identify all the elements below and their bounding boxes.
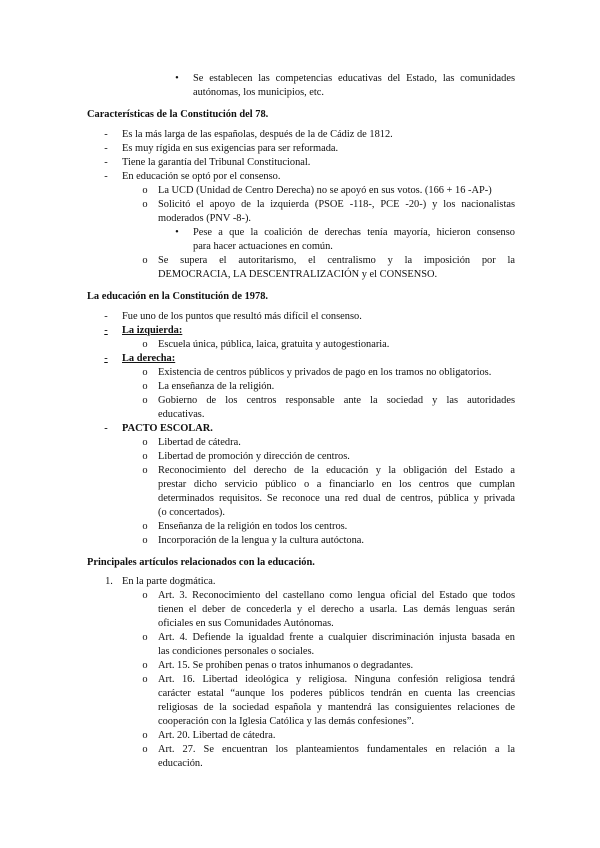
bullet-item-text: para hacer actuaciones en común. <box>193 241 333 252</box>
list-item-label: La izquierda: <box>122 325 183 336</box>
sub-item-text: (o concertados). <box>158 507 225 518</box>
circle-marker: o <box>142 199 148 210</box>
circle-marker: o <box>142 590 148 601</box>
sub-item-text: Art. 20. Libertad de cátedra. <box>158 730 276 741</box>
sub-item-text: DEMOCRACIA, LA DESCENTRALIZACIÓN y el CONSENSO. <box>158 269 438 280</box>
circle-marker: o <box>142 185 148 196</box>
sub-item-text: Libertad de cátedra. <box>158 437 241 448</box>
sub-item-text: Escuela única, pública, laica, gratuita y autogestionaria. <box>158 339 390 350</box>
circle-marker: o <box>142 367 148 378</box>
section-heading: La educación en la Constitución de 1978. <box>87 291 268 302</box>
dash-marker: - <box>104 171 108 182</box>
circle-marker: o <box>142 535 148 546</box>
sub-item-text: las condiciones personales o sociales. <box>158 646 315 657</box>
list-item-text: Es muy rígida en sus exigencias para ser reformada. <box>122 143 339 154</box>
list-item-text: Es la más larga de las españolas, después de la de Cádiz de 1812. <box>122 129 393 140</box>
dash-marker: - <box>104 157 108 168</box>
sub-item-text: religiosas de la sociedad española y mantendrá las consiguientes relaciones de <box>158 702 515 713</box>
dash-marker: - <box>104 423 108 434</box>
sub-item-text: Libertad de promoción y dirección de centros. <box>158 451 350 462</box>
bullet-marker: • <box>175 73 179 84</box>
sub-item-text: Art. 27. Se encuentran los planteamientos fundamentales en relación a la <box>158 744 515 755</box>
circle-marker: o <box>142 521 148 532</box>
list-item-label: La derecha: <box>122 353 176 364</box>
list-item-label: PACTO ESCOLAR. <box>122 423 213 434</box>
sub-item-text: educativas. <box>158 409 205 420</box>
sub-item-text: Art. 15. Se prohíben penas o tratos inhumanos o degradantes. <box>158 660 414 671</box>
sub-item-text: determinados requisitos. Se reconoce una red dual de centros, pública y privada <box>158 493 515 504</box>
sub-item-text: prestar dicho servicio público o a financiarlo en los centros que cumplan <box>158 479 515 490</box>
dash-marker: - <box>104 129 108 140</box>
circle-marker: o <box>142 395 148 406</box>
sub-item-text: La UCD (Unidad de Centro Derecha) no se apoyó en sus votos. (166 + 16 -AP-) <box>158 185 492 196</box>
list-item-text: Fue uno de los puntos que resultó más difícil el consenso. <box>122 311 362 322</box>
bullet-item-text: Pese a que la coalición de derechas tenía mayoría, hicieron consenso <box>193 227 515 238</box>
dash-marker: - <box>104 311 108 322</box>
circle-marker: o <box>142 381 148 392</box>
list-item-text: Tiene la garantía del Tribunal Constitucional. <box>122 157 311 168</box>
sub-item-text: moderados (PNV -8-). <box>158 213 252 224</box>
sub-item-text: tienen el deber de concederla y el derecho a usarla. Las demás lenguas serán <box>158 604 515 615</box>
sub-item-text: oficiales en sus Comunidades Autónomas. <box>158 618 334 629</box>
sub-item-text: Gobierno de los centros responsable ante la sociedad y las autoridades <box>158 395 515 406</box>
sub-item-text: Solicitó el apoyo de la izquierda (PSOE -118-, PCE -20-) y los nacionalistas <box>158 199 515 210</box>
dash-marker: - <box>104 353 108 364</box>
circle-marker: o <box>142 660 148 671</box>
sub-item-text: Art. 4. Defiende la igualdad frente a cualquier discriminación injusta basada en <box>158 632 515 643</box>
section-heading: Principales artículos relacionados con la educación. <box>87 557 315 568</box>
circle-marker: o <box>142 730 148 741</box>
sub-item-text: Se supera el autoritarismo, el centralismo y la imposición por la <box>158 255 515 266</box>
circle-marker: o <box>142 744 148 755</box>
dash-marker: - <box>104 143 108 154</box>
number-marker: 1. <box>105 576 113 587</box>
numbered-item-text: En la parte dogmática. <box>122 576 216 587</box>
circle-marker: o <box>142 465 148 476</box>
circle-marker: o <box>142 674 148 685</box>
bullet-marker: • <box>175 227 179 238</box>
list-item-text: En educación se optó por el consenso. <box>122 171 281 182</box>
circle-marker: o <box>142 437 148 448</box>
circle-marker: o <box>142 339 148 350</box>
sub-item-text: carácter estatal “aunque los poderes públicos tendrán en cuenta las creencias <box>158 688 515 699</box>
sub-item-text: cooperación con la Iglesia Católica y las demás confesiones”. <box>158 716 414 727</box>
circle-marker: o <box>142 451 148 462</box>
circle-marker: o <box>142 255 148 266</box>
sub-item-text: Enseñanza de la religión en todos los centros. <box>158 521 348 532</box>
circle-marker: o <box>142 632 148 643</box>
sub-item-text: Incorporación de la lengua y la cultura autóctona. <box>158 535 364 546</box>
sub-item-text: Existencia de centros públicos y privados de pago en los tramos no obligatorios. <box>158 367 492 378</box>
sub-item-text: Art. 3. Reconocimiento del castellano como lengua oficial del Estado que todos <box>158 590 515 601</box>
section-heading: Características de la Constitución del 78. <box>87 109 269 120</box>
sub-item-text: Reconocimiento del derecho de la educación y la obligación del Estado a <box>158 465 515 476</box>
intro-text: Se establecen las competencias educativas del Estado, las comunidades <box>193 73 515 84</box>
sub-item-text: educación. <box>158 758 203 769</box>
dash-marker: - <box>104 325 108 336</box>
sub-item-text: Art. 16. Libertad ideológica y religiosa. Ninguna confesión religiosa tendrá <box>158 674 515 685</box>
sub-item-text: La enseñanza de la religión. <box>158 381 275 392</box>
intro-text: autónomas, los municipios, etc. <box>193 87 325 98</box>
